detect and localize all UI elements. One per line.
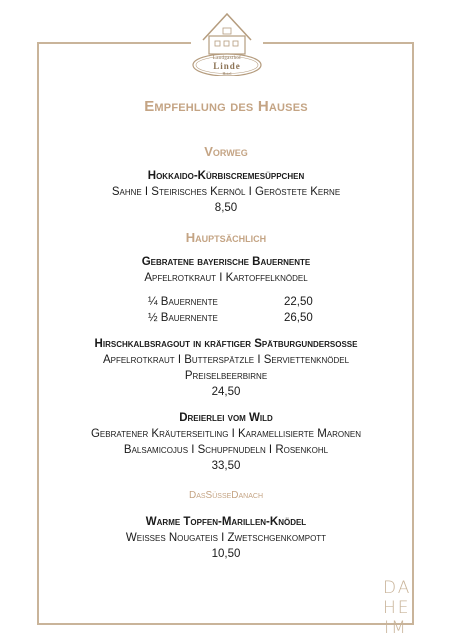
dish-2-option-2-label: ½ Bauernente [148, 312, 218, 324]
dish-5-price: 10,50 [211, 548, 241, 560]
dish-3-desc-2: Preiselbeerbirne [184, 370, 268, 382]
dish-4-price: 33,50 [211, 460, 241, 472]
dish-2-desc: Apfelrotkraut I Kartoffelknödel [144, 272, 308, 284]
dish-4-desc-2: Balsamicojus I Schupfnudeln I Rosenkohl [123, 444, 329, 456]
dish-1-price: 8,50 [214, 202, 238, 214]
dish-2-option-1-label: ¼ Bauernente [148, 296, 218, 308]
section-haupt: Hauptsächlich [185, 230, 267, 245]
logo-sub-text: Hotel [222, 71, 232, 76]
brand-line-2: HE [383, 598, 411, 618]
logo [191, 10, 263, 76]
dish-3-desc-1: Apfelrotkraut I Butterspätzle I Serviettenknödel [102, 354, 350, 366]
dish-5-name: Warme Topfen-Marillen-Knödel [145, 516, 307, 528]
dish-2-option-2-price: 26,50 [284, 312, 313, 324]
dish-5-desc: Weißes Nougateis I Zwetschgenkompott [125, 532, 327, 544]
dish-1-desc: Sahne I Steirisches Kernöl I Geröstete Kerne [111, 186, 341, 198]
dish-2-option-1-price: 22,50 [284, 296, 313, 308]
brand-line-3: IM [384, 618, 408, 638]
dish-4-name: Dreierlei vom Wild [179, 412, 273, 424]
page-title: Empfehlung des Hauses [144, 98, 308, 115]
dish-3-name: Hirschkalbsragout in kräftiger Spätburgundersoße [94, 338, 358, 350]
dish-1-name: Hokkaido-Kürbiscremesüppchen [147, 170, 305, 182]
section-vorweg: Vorweg [204, 144, 248, 159]
brand-line-1: DA [383, 578, 412, 598]
section-danach: DasSüßeDanach [188, 490, 264, 501]
dish-2-name: Gebratene bayerische Bauernente [141, 256, 311, 268]
dish-4-desc-1: Gebratener Kräuterseitling I Karamellisierte Maronen [90, 428, 362, 440]
dish-3-price: 24,50 [211, 386, 241, 398]
logo-name: Linde [213, 61, 241, 71]
logo-small-text: Landgasthof [212, 56, 242, 61]
